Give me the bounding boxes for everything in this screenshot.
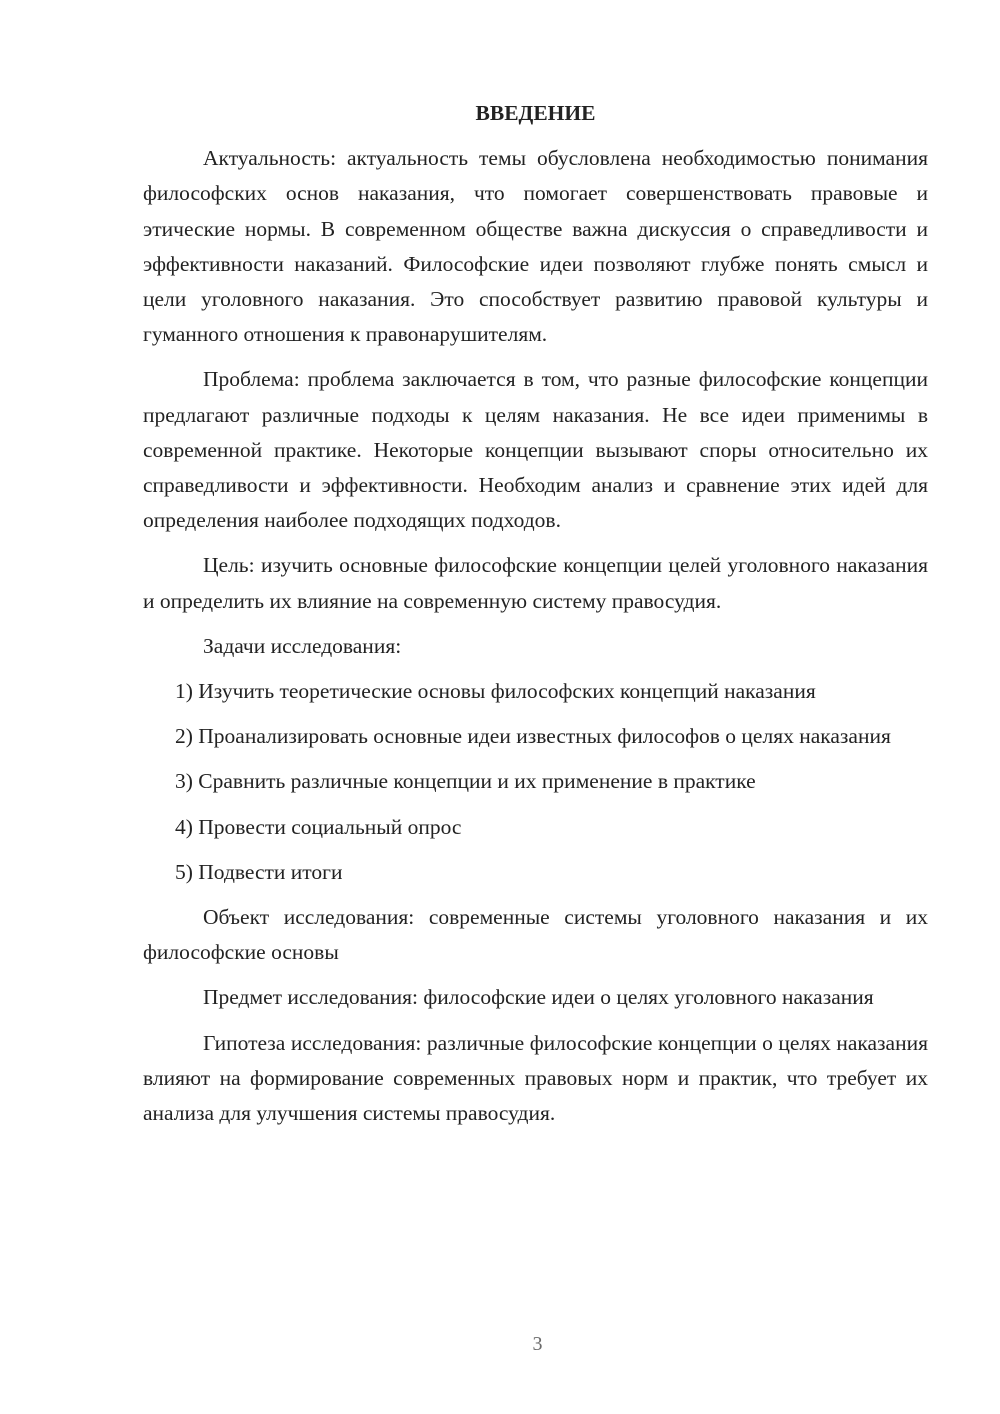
paragraph-object: Объект исследования: современные системы уголовного наказания и их философские основы [143, 905, 928, 965]
paragraph-hypothesis: Гипотеза исследования: различные философские концепции о целях наказания влияют на формирование современных правовых норм и практик, что требует их анализа для улучшения системы правосудия. [143, 1030, 928, 1126]
page-title: ВВЕДЕНИЕ [475, 101, 596, 125]
task-item: 5) Подвести итоги [175, 859, 343, 884]
paragraph-subject: Предмет исследования: философские идеи о целях уголовного наказания [203, 985, 874, 1010]
tasks-heading: Задачи исследования: [203, 633, 402, 658]
paragraph-problem: Проблема: проблема заключается в том, что разные философские концепции предлагают различные подходы к целям наказания. Не все идеи применимы в современной практике. Некоторые концепции вызывают споры относительно их справедливости и эффективности. Необходим анализ и сравнение этих идей для определения наиболее подходящих подходов. [143, 367, 928, 533]
task-item: 2) Проанализировать основные идеи известных философов о целях наказания [175, 724, 891, 749]
task-item: 4) Провести социальный опрос [175, 814, 462, 839]
paragraph-relevance: Актуальность: актуальность темы обусловлена необходимостью понимания философских основ наказания, что помогает совершенствовать правовые и этические нормы. В современном обществе важна дискуссия о справедливости и эффективности наказаний. Философские идеи позволяют глубже понять смысл и цели уголовного наказания. Это способствует развитию правовой культуры и гуманного отношения к правонарушителям. [143, 146, 928, 347]
paragraph-goal: Цель: изучить основные философские концепции целей уголовного наказания и определить их влияние на современную систему правосудия. [143, 553, 928, 613]
task-item: 3) Сравнить различные концепции и их применение в практике [175, 769, 756, 794]
page-content [143, 96, 928, 1141]
page-number: 3 [532, 1333, 543, 1355]
task-item: 1) Изучить теоретические основы философских концепций наказания [175, 679, 816, 704]
